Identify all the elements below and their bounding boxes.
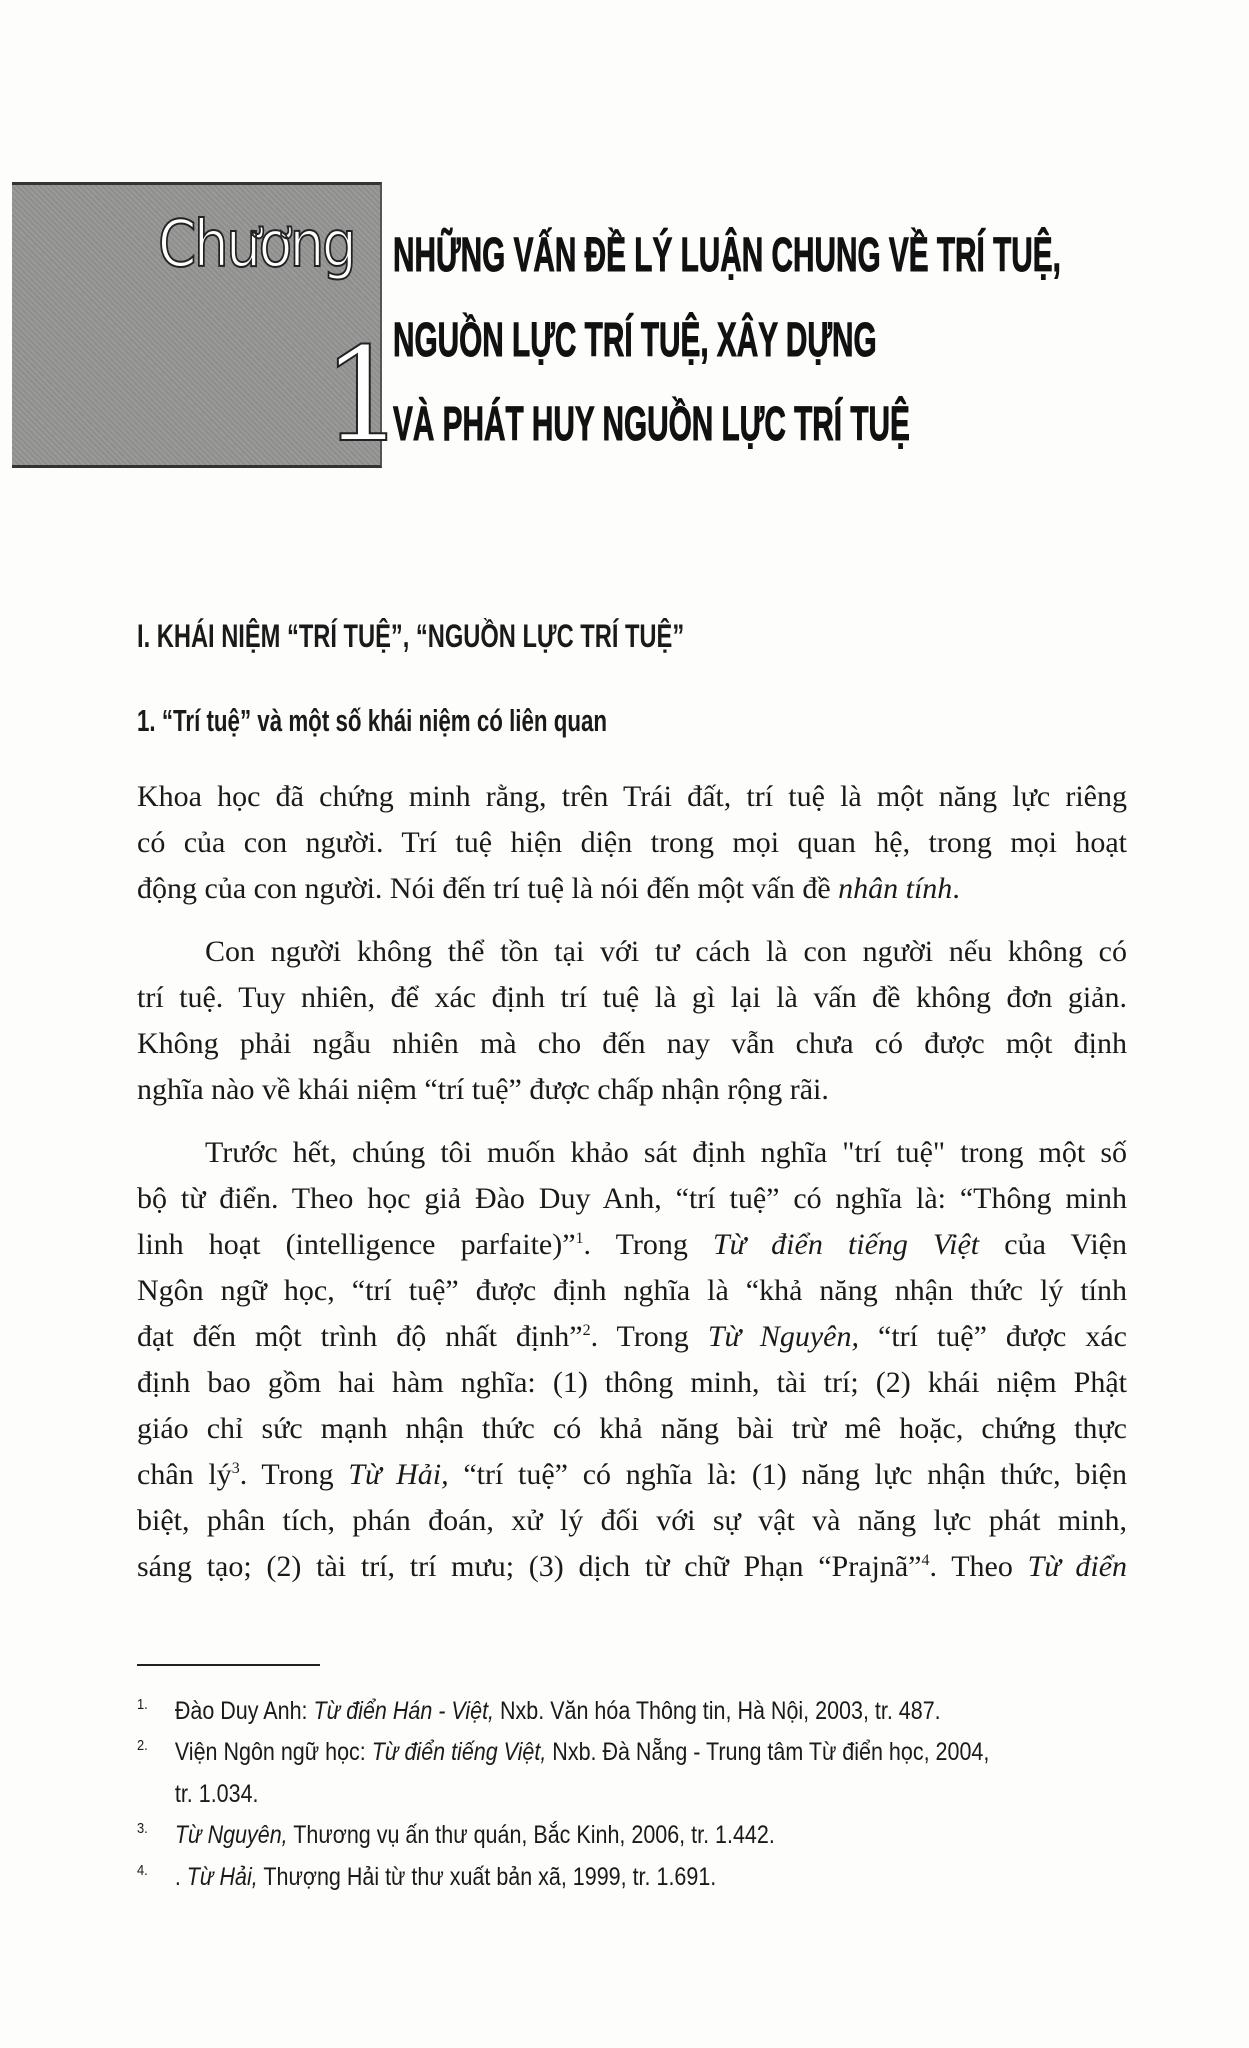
text-run: Từ điển tiếng Việt,	[371, 1738, 547, 1766]
text-run: Từ điển Hán - Việt,	[313, 1697, 495, 1725]
text-line	[137, 975, 1127, 1021]
text-run: Từ Nguyên,	[174, 1821, 288, 1849]
subsection-heading: 1. “Trí tuệ” và một số khái niệm có liên quan	[137, 703, 608, 738]
footnote	[137, 1690, 997, 1732]
text-run: động của con người. Nói đến trí tuệ là nói đến một vấn đề	[137, 872, 839, 905]
chapter-number: 1	[322, 319, 405, 471]
text-line	[137, 866, 1127, 912]
paragraph	[137, 1130, 1127, 1590]
text-line	[137, 929, 1127, 975]
footnote-ref: 1	[575, 1230, 584, 1247]
body-text	[137, 774, 1127, 1607]
text-run: Từ Nguyên,	[707, 1320, 859, 1353]
text-line	[137, 1021, 1127, 1067]
text-run: Trước hết, chúng tôi muốn khảo sát định nghĩa "trí tuệ" trong một số	[205, 1136, 1127, 1169]
text-run: tr. 1.034.	[174, 1780, 259, 1808]
text-run: . Theo	[929, 1550, 1028, 1583]
text-line	[137, 1176, 1127, 1222]
text-run: . Trong	[239, 1458, 349, 1491]
footnote-number: 2.	[137, 1737, 148, 1754]
text-line	[137, 820, 1127, 866]
text-run: Từ Hải,	[186, 1863, 258, 1891]
text-run: Từ điển tiếng Việt	[713, 1228, 980, 1261]
text-run: Nxb. Đà Nẵng - Trung tâm Từ điển học, 2004,	[546, 1738, 990, 1766]
footnote-ref: 3	[231, 1460, 240, 1477]
paragraph	[137, 929, 1127, 1113]
text-run: giáo chỉ sức mạnh nhận thức có khả năng bài trừ mê hoặc, chứng thực	[137, 1412, 1127, 1445]
text-run: Từ Hải,	[348, 1458, 449, 1491]
footnote-ref: 2	[582, 1322, 591, 1339]
text-run: Khoa học đã chứng minh rằng, trên Trái đất, trí tuệ là một năng lực riêng	[137, 780, 1127, 813]
text-run: .	[952, 872, 960, 905]
text-run: có của con người. Trí tuệ hiện diện trong mọi quan hệ, trong mọi hoạt	[137, 826, 1127, 859]
text-line	[137, 1406, 1127, 1452]
text-line	[137, 1130, 1127, 1176]
text-run: chân lý	[137, 1458, 232, 1491]
text-run: Thượng Hải từ thư xuất bản xã, 1999, tr. 1.691.	[257, 1863, 717, 1891]
text-run: định bao gồm hai hàm nghĩa: (1) thông minh, tài trí; (2) khái niệm Phật	[137, 1366, 1127, 1399]
section-heading: I. KHÁI NIỆM “TRÍ TUỆ”, “NGUỒN LỰC TRÍ TUỆ”	[137, 618, 685, 654]
text-run: đạt đến một trình độ nhất định”	[137, 1320, 583, 1353]
chapter-label: Chương	[158, 208, 355, 282]
text-line	[137, 1222, 1127, 1268]
text-run: . Trong	[590, 1320, 708, 1353]
text-run: của Viện	[979, 1228, 1127, 1261]
footnote-line	[175, 1821, 775, 1849]
text-run: Ngôn ngữ học, “trí tuệ” được định nghĩa là “khả năng nhận thức lý tính	[137, 1274, 1127, 1307]
footnote-number: 4.	[137, 1862, 148, 1879]
text-run: bộ từ điển. Theo học giả Đào Duy Anh, “trí tuệ” có nghĩa là: “Thông minh	[137, 1182, 1127, 1215]
text-run: .	[174, 1863, 187, 1891]
chapter-title-line: NGUỒN LỰC TRÍ TUỆ, XÂY DỰNG	[393, 314, 877, 367]
text-run: nghĩa nào về khái niệm “trí tuệ” được chấp nhận rộng rãi.	[137, 1073, 829, 1106]
text-line	[137, 1067, 1127, 1113]
text-line	[137, 1498, 1127, 1544]
footnote-line	[175, 1738, 990, 1766]
paragraph	[137, 774, 1127, 912]
footnote-ref: 4	[921, 1552, 930, 1569]
footnote-line	[137, 1780, 259, 1808]
text-run: trí tuệ. Tuy nhiên, để xác định trí tuệ là gì lại là vấn đề không đơn giản.	[137, 981, 1127, 1014]
text-run: Viện Ngôn ngữ học:	[174, 1738, 372, 1766]
text-run: linh hoạt (intelligence parfaite)”	[137, 1228, 576, 1261]
text-run: nhân tính	[838, 872, 953, 905]
text-run: Con người không thể tồn tại với tư cách là con người nếu không có	[205, 935, 1127, 968]
text-run: “trí tuệ” được xác	[859, 1320, 1128, 1353]
text-run: Từ điển	[1027, 1550, 1128, 1583]
text-run: Không phải ngẫu nhiên mà cho đến nay vẫn chưa có được một định	[137, 1027, 1127, 1060]
text-run: biệt, phân tích, phán đoán, xử lý đối với sự vật và năng lực phát minh,	[137, 1504, 1127, 1537]
text-line	[137, 1314, 1127, 1360]
footnote-line	[175, 1863, 716, 1891]
text-run: Đào Duy Anh:	[174, 1697, 314, 1725]
text-line	[137, 1360, 1127, 1406]
text-run: Nxb. Văn hóa Thông tin, Hà Nội, 2003, tr. 487.	[494, 1697, 941, 1725]
text-line	[137, 1544, 1127, 1590]
footnote	[137, 1814, 997, 1856]
chapter-title-line: NHỮNG VẤN ĐỀ LÝ LUẬN CHUNG VỀ TRÍ TUỆ,	[393, 229, 1061, 282]
text-line	[137, 774, 1127, 820]
text-line	[137, 1268, 1127, 1314]
chapter-title-line: VÀ PHÁT HUY NGUỒN LỰC TRÍ TUỆ	[393, 398, 910, 451]
footnote	[137, 1856, 997, 1898]
footnote-number: 3.	[137, 1820, 148, 1837]
text-line	[137, 1452, 1127, 1498]
text-run: Thương vụ ấn thư quán, Bắc Kinh, 2006, tr. 1.442.	[287, 1821, 775, 1849]
text-run: sáng tạo; (2) tài trí, trí mưu; (3) dịch từ chữ Phạn “Prajnã”	[137, 1550, 922, 1583]
footnote-line	[175, 1697, 941, 1725]
footnote-number: 1.	[137, 1696, 148, 1713]
footnote-divider	[137, 1664, 320, 1666]
text-run: “trí tuệ” có nghĩa là: (1) năng lực nhận thức, biện	[448, 1458, 1127, 1491]
footnote	[137, 1731, 997, 1815]
text-run: . Trong	[583, 1228, 713, 1261]
